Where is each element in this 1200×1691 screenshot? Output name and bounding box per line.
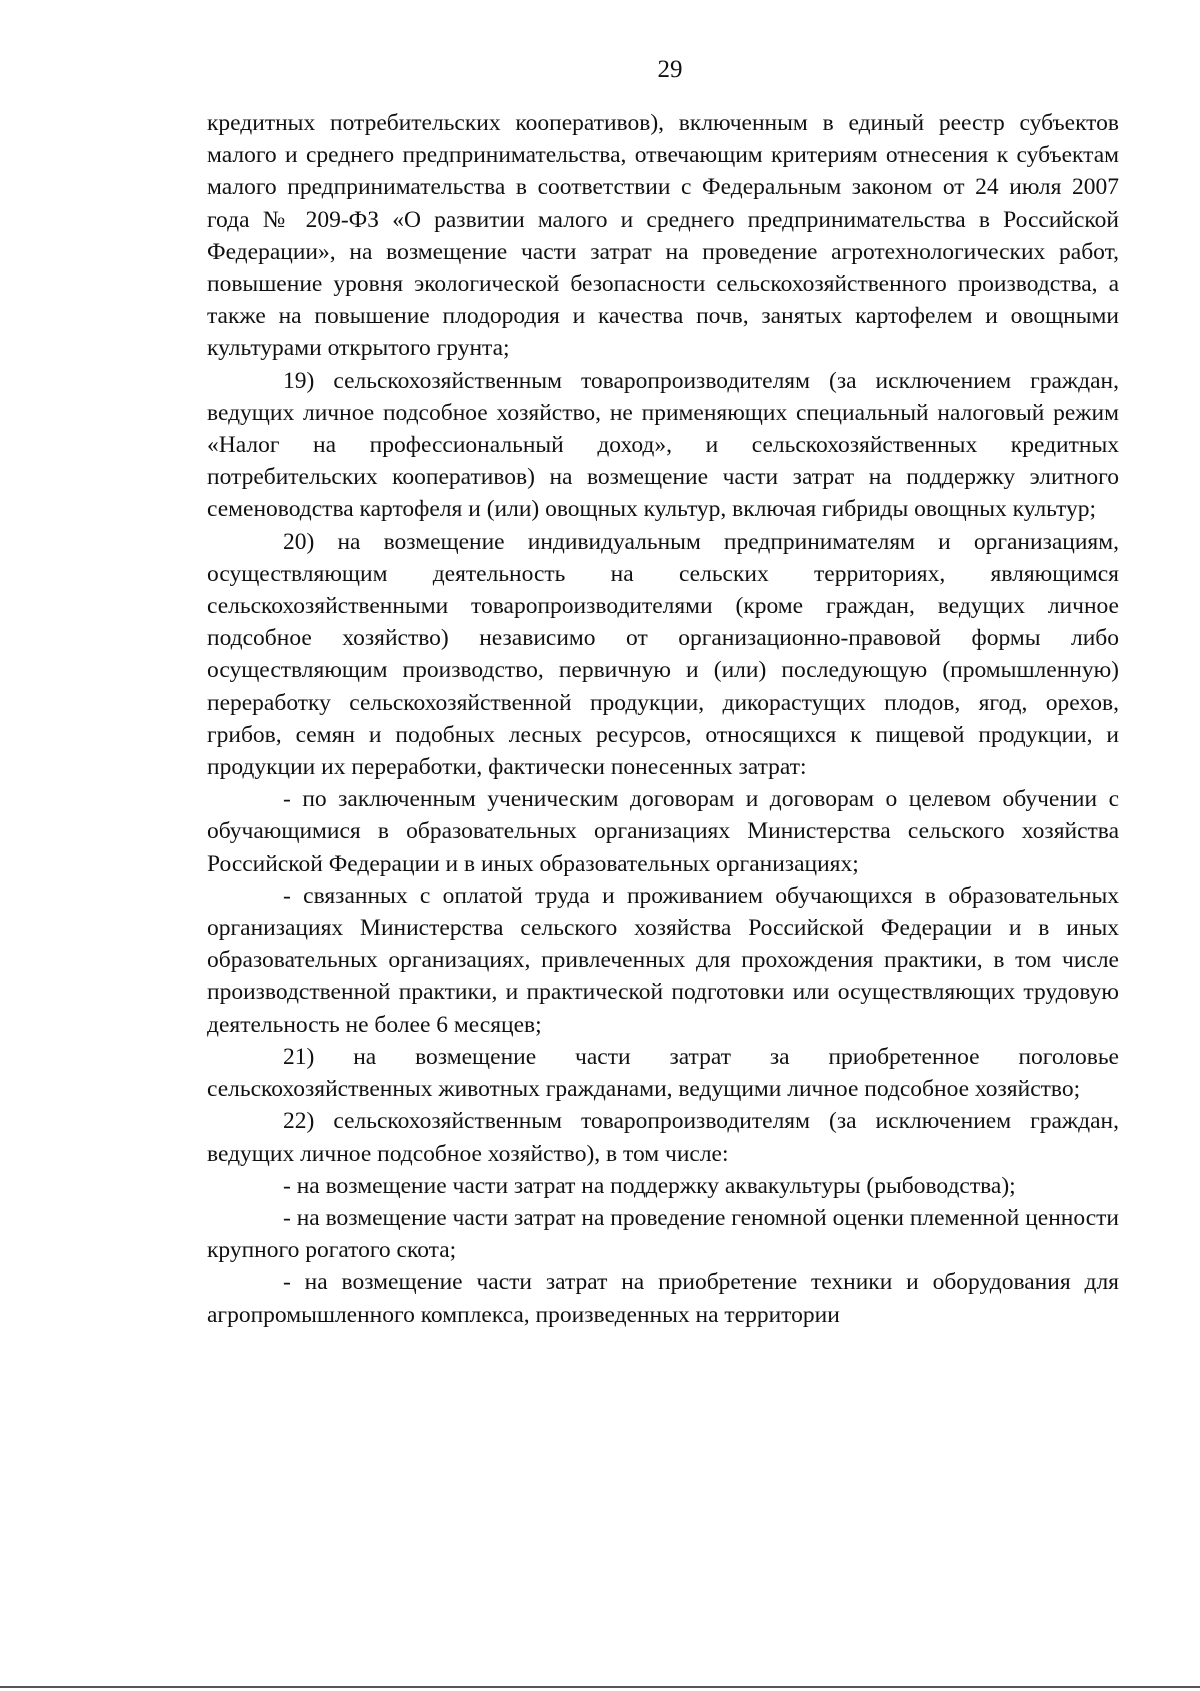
scan-bottom-edge xyxy=(0,1686,1200,1688)
page-number: 29 xyxy=(657,56,683,83)
paragraph-item-22-sub-2: - на возмещение части затрат на проведение геномной оценки племенной ценности крупного рогатого скота; xyxy=(207,1204,1119,1264)
paragraph-item-20-sub-1: - по заключенным ученическим договорам и договорам о целевом обучении с обучающимися в образовательных организациях Министерства сельского хозяйства Российской Федерации и в иных образовательных организациях; xyxy=(207,786,1119,877)
paragraph-item-20-sub-2: - связанных с оплатой труда и проживанием обучающихся в образовательных организациях Министерства сельского хозяйства Российской Федерации и в иных образовательных организациях, привлеченных для прохождения практики, в том числе производственной практики, и практической подготовки или осуществляющих трудовую деятельность не более 6 месяцев; xyxy=(207,882,1119,1038)
paragraph-item-20: 20) на возмещение индивидуальным предпринимателям и организациям, осуществляющим деятельность на сельских территориях, являющимся сельскохозяйственными товаропроизводителями (кроме граждан, ведущих личное подсобное хозяйство) независимо от организационно-правовой формы либо осуществляющим производство, первичную и (или) последующую (промышленную) переработку сельскохозяйственной продукции, дикорастущих плодов, ягод, орехов, грибов, семян и подобных лесных ресурсов, относящихся к пищевой продукции, и продукции их переработки, фактически понесенных затрат: xyxy=(207,528,1119,781)
document-body xyxy=(207,107,1119,1331)
paragraph-item-22: 22) сельскохозяйственным товаропроизводителям (за исключением граждан, ведущих личное подсобное хозяйство), в том числе: xyxy=(207,1108,1119,1167)
paragraph-item-19: 19) сельскохозяйственным товаропроизводителям (за исключением граждан, ведущих личное подсобное хозяйство, не применяющих специальный налоговый режим «Налог на профессиональный доход», и сельскохозяйственных кредитных потребительских кооперативов) на возмещение части затрат на поддержку элитного семеноводства картофеля и (или) овощных культур, включая гибриды овощных культур; xyxy=(207,367,1119,523)
paragraph-item-22-sub-1: - на возмещение части затрат на поддержку аквакультуры (рыбоводства); xyxy=(283,1172,1016,1199)
paragraph-continuation: кредитных потребительских кооперативов), включенным в единый реестр субъектов малого и среднего предпринимательства, отвечающим критериям отнесения к субъектам малого предпринимательства в соответствии с Федеральным законом от 24 июля 2007 года № 209-ФЗ «О развитии малого и среднего предпринимательства в Российской Федерации», на возмещение части затрат на проведение агротехнологических работ, повышение уровня экологической безопасности сельскохозяйственного производства, а также на повышение плодородия и качества почв, занятых картофелем и овощными культурами открытого грунта; xyxy=(207,110,1119,362)
paragraph-item-21: 21) на возмещение части затрат за приобретенное поголовье сельскохозяйственных животных гражданами, ведущими личное подсобное хозяйство; xyxy=(207,1043,1119,1103)
paragraph-item-22-sub-3: - на возмещение части затрат на приобретение техники и оборудования для агропромышленного комплекса, произведенных на территории xyxy=(207,1269,1119,1328)
